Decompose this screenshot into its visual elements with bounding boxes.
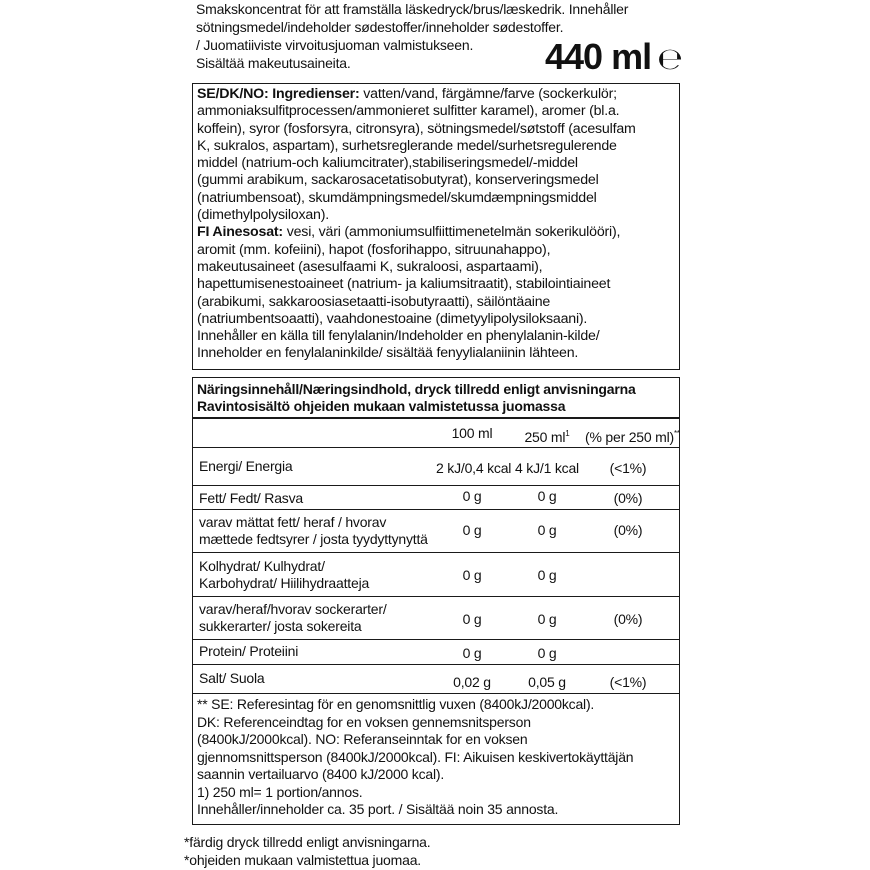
volume-label <box>545 36 682 78</box>
description-line: sötningsmedel/indeholder sødestoffer/inneholder sødestoffer. <box>196 19 564 35</box>
saturates-per250: 0 g <box>537 522 557 538</box>
energy-per250: 4 kJ/1 kcal <box>515 460 579 476</box>
ingredients-line: (natriumbensoat), skumdämpningsmedel/skumdæmpningsmiddel <box>197 189 597 206</box>
ingredients-line: Inneholder en fenylalaninkilde/ sisältää fenyylialaniinin lähteen. <box>197 345 579 362</box>
divider <box>193 485 679 486</box>
sugars-per100: 0 g <box>462 611 482 627</box>
ingredients-line: aromit (mm. kofeiini), hapot (fosforihappo, sitruunahappo), <box>197 241 551 258</box>
ingredients-line-fi: FI Ainesosat: vesi, väri (ammoniumsulfiittimenetelmän sokerikulööri), <box>197 224 621 241</box>
footnote-line: gjennomsnittsperson (8400kJ/2000kcal). FI: Aikuisen keskivertokäyttäjän <box>197 748 634 765</box>
energy-per100: 2 kJ/0,4 kcal <box>436 460 512 476</box>
carbohydrate-per250: 0 g <box>537 567 557 583</box>
outer-footnote-line: *färdig dryck tillredd enligt anvisningarna. <box>184 834 431 850</box>
row-label-sugars: varav/heraf/hvorav sockerarter/ sukkerarter/ josta sokereita <box>199 601 387 634</box>
ingredients-line: (natriumbentsoaatti), vaahdonestoaine (dimetyylipolysiloksaani). <box>197 310 588 327</box>
divider <box>193 664 679 665</box>
fat-percent: (0%) <box>613 490 643 506</box>
nutrition-footnotes <box>197 696 633 819</box>
outer-footnotes <box>184 833 430 869</box>
ingredients-line: koffein), syror (fosforsyra, citronsyra), sötningsmedel/søtstoff (acesulfam <box>197 120 636 137</box>
ingredients-line-se: SE/DK/NO: Ingredienser: vatten/vand, färgämne/farve (sockerkulör; <box>197 86 617 102</box>
row-label-protein: Protein/ Proteiini <box>199 643 299 659</box>
ingredients-line: ammoniaksulfitprocessen/ammonieret sulfitter karamel), aromer (bl.a. <box>197 103 620 120</box>
nutrition-table <box>192 377 680 825</box>
column-header-250ml: 250 $ml^1$ <box>524 429 570 445</box>
row-label-fat: Fett/ Fedt/ Rasva <box>199 490 303 506</box>
description-line: Smakskoncentrat för att framställa läskedryck/brus/læskedrik. Innehåller <box>196 1 629 17</box>
footnote-line: DK: Referenceindtag for en voksen gennemsnitsperson <box>197 713 531 730</box>
sugars-per250: 0 g <box>537 611 557 627</box>
divider <box>193 596 679 597</box>
outer-footnote-line: *ohjeiden mukaan valmistettua juomaa. <box>184 852 421 868</box>
saturates-per100: 0 g <box>462 522 482 538</box>
salt-per250: 0,05 g <box>528 674 566 690</box>
ingredients-label-fi: FI Ainesosat: <box>197 224 283 241</box>
divider <box>193 693 679 694</box>
divider <box>193 417 679 419</box>
nutrition-heading: Näringsinnehåll/Næringsindhold, dryck tillredd enligt anvisningarna Ravintosisältö ohjeiden mukaan valmistetussa juomassa <box>197 381 636 414</box>
saturates-percent: (0%) <box>613 522 643 538</box>
column-header-percent: (% per 250 ml)** <box>585 429 680 445</box>
description-line: / Juomatiiviste virvoitusjuoman valmistukseen. <box>196 37 474 53</box>
footnote-line: (8400kJ/2000kcal). NO: Referanseinntak for en voksen <box>197 731 528 747</box>
fat-per100: 0 g <box>462 488 482 504</box>
ingredients-line: (gummi arabikum, sackarosacetatisobutyrat), konserveringsmedel <box>197 172 599 189</box>
sugars-percent: (0%) <box>613 611 643 627</box>
row-label-saturates: varav mättat fett/ heraf / hvorav mættede fedtsyrer / josta tyydyttynyttä <box>199 514 428 547</box>
ingredients-line: hapettumisenestoaineet (natrium- ja kaliumsitraatit), stabilointiaineet <box>197 276 611 293</box>
ingredients-line: (arabikumi, sakkaroosiasetaatti-isobutyraatti), säilöntäaine <box>197 293 551 310</box>
salt-per100: 0,02 g <box>453 674 491 690</box>
footnote-line: 1) 250 ml= 1 portion/annos. <box>197 783 363 800</box>
salt-percent: (<1%) <box>609 674 647 690</box>
ingredients-label-se: SE/DK/NO: Ingredienser: <box>197 86 360 102</box>
footnote-line: saannin vertailuarvo (8400 kJ/2000 kcal). <box>197 766 445 782</box>
footnote-line: Innehåller/inneholder ca. 35 port. / Sisältää noin 35 annosta. <box>197 801 559 817</box>
ingredients-line: makeutusaineet (asesulfaami K, sukraloosi, aspartaami), <box>197 258 543 275</box>
protein-per100: 0 g <box>462 645 482 661</box>
ingredients-line: middel (natrium-och kaliumcitrater),stabiliseringsmedel/-middel <box>197 155 578 172</box>
volume-value: 440 ml <box>545 36 652 77</box>
row-label-salt: Salt/ Suola <box>199 670 265 686</box>
fat-per250: 0 g <box>537 488 557 504</box>
ingredients-box <box>192 83 680 370</box>
energy-percent: (<1%) <box>609 460 647 476</box>
protein-per250: 0 g <box>537 645 557 661</box>
ingredients-line: (dimethylpolysiloxan). <box>197 207 330 224</box>
divider <box>193 447 679 448</box>
row-label-energy: Energi/ Energia <box>199 458 293 474</box>
ingredients-line: K, sukralos, aspartam), surhetsreglerande medel/surhetsregulerende <box>197 137 617 154</box>
carbohydrate-per100: 0 g <box>462 567 482 583</box>
description-line: Sisältää makeutusaineita. <box>196 55 351 71</box>
divider <box>193 639 679 640</box>
divider <box>193 509 679 510</box>
estimated-sign-icon: ℮ <box>657 42 682 77</box>
ingredients-line: Innehåller en källa till fenylalanin/Indeholder en phenylalanin-kilde/ <box>197 328 600 345</box>
footnote-line: ** SE: Referesintag för en genomsnittlig vuxen (8400kJ/2000kcal). <box>197 696 595 712</box>
divider <box>193 552 679 553</box>
row-label-carbohydrate: Kolhydrat/ Kulhydrat/ Karbohydrat/ Hiilihydraatteja <box>199 558 370 591</box>
column-header-100ml: 100 ml <box>451 425 493 441</box>
